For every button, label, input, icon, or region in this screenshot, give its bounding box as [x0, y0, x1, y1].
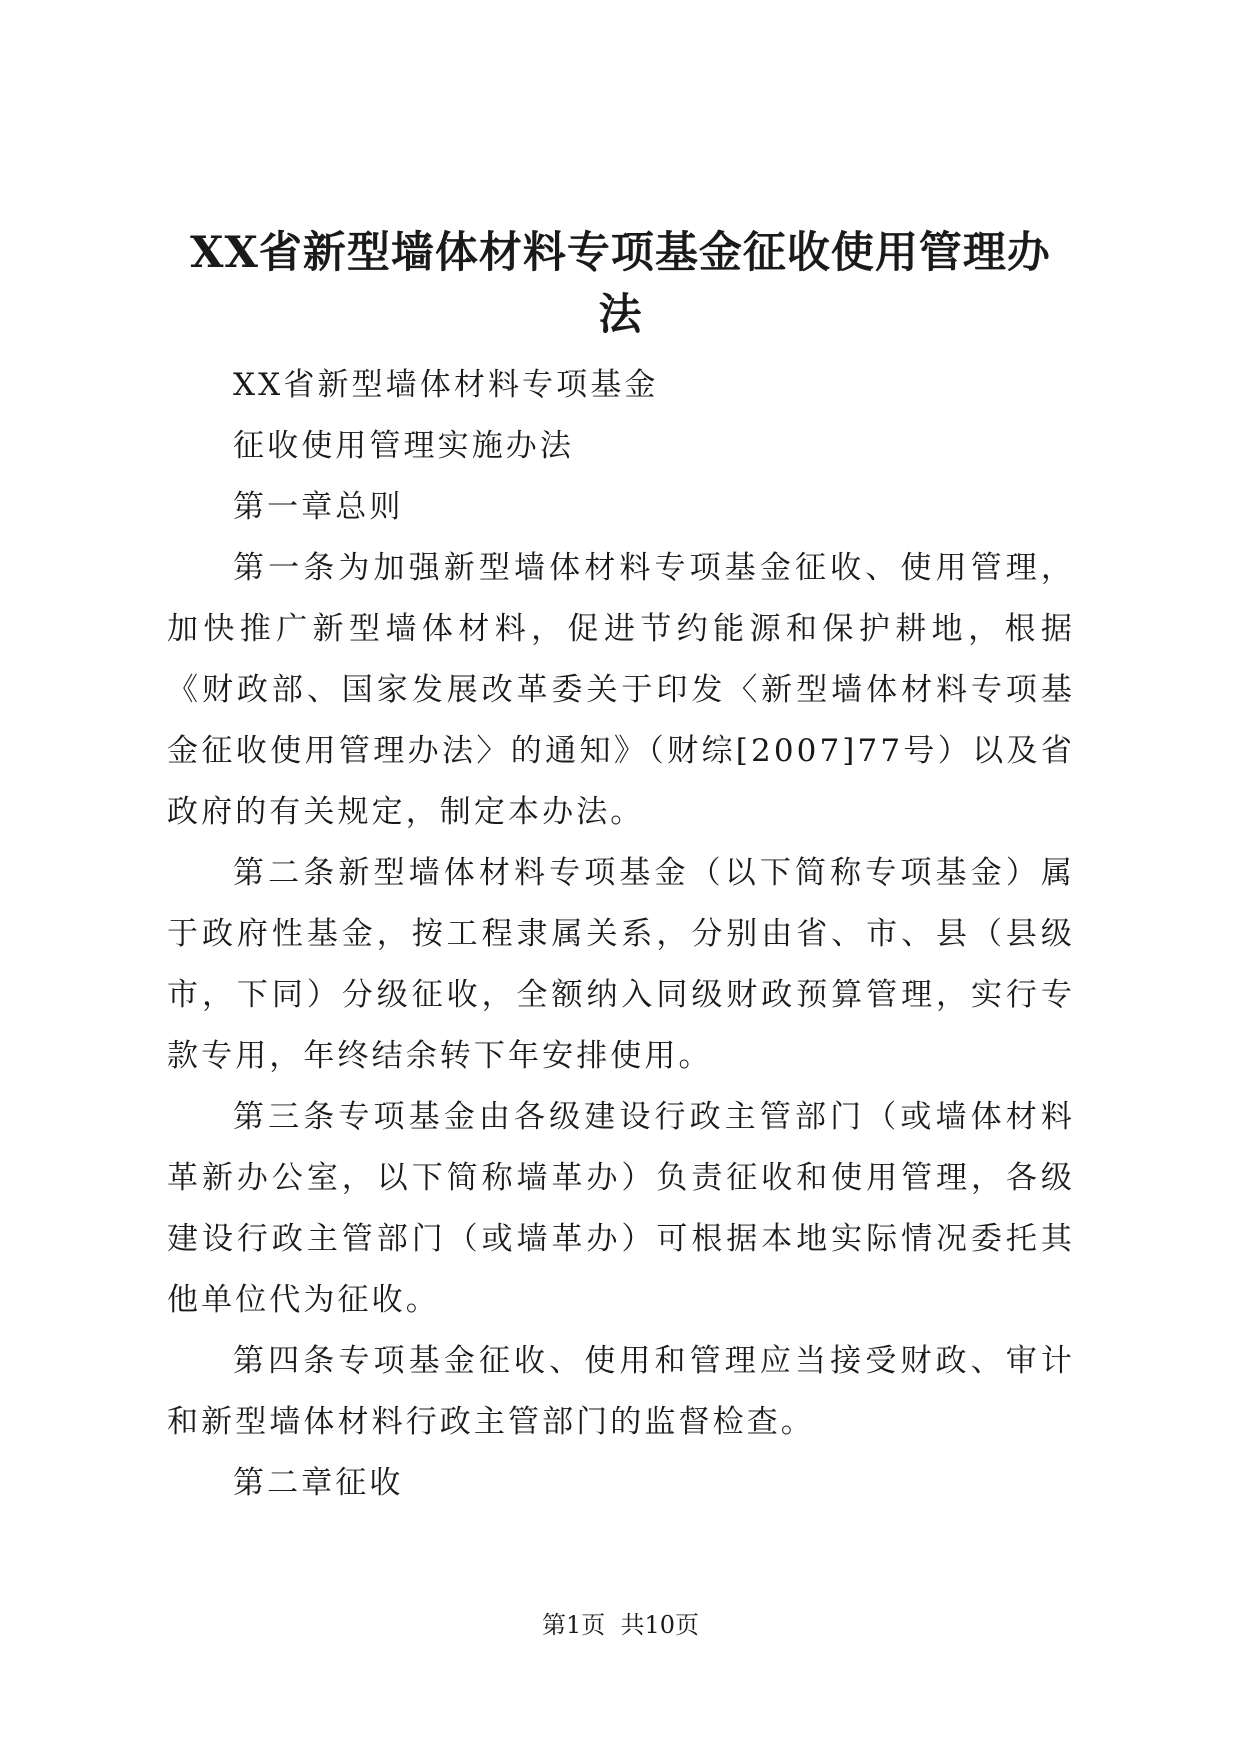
footer-prefix: 第	[541, 1611, 566, 1639]
article-2: 第二条新型墙体材料专项基金（以下简称专项基金）属于政府性基金，按工程隶属关系，分别由省、市、县（县级市，下同）分级征收，全额纳入同级财政预算管理，实行专款专用，年终结余转下年安排使用。	[167, 855, 1075, 1074]
article-1: 第一条为加强新型墙体材料专项基金征收、使用管理，加快推广新型墙体材料，促进节约能源和保护耕地，根据《财政部、国家发展改革委关于印发〈新型墙体材料专项基金征收使用管理办法〉的通知》（财综[2007]77号）以及省政府的有关规定，制定本办法。	[167, 550, 1075, 830]
chapter-heading-1: 第一章总则	[233, 489, 404, 525]
page-number: 1	[565, 1611, 582, 1639]
title-line-2: 法	[598, 290, 643, 340]
article-4: 第四条专项基金征收、使用和管理应当接受财政、审计和新型墙体材料行政主管部门的监督检查。	[167, 1343, 1075, 1440]
chapter-heading-2: 第二章征收	[233, 1465, 404, 1501]
subtitle-line-1: XX省新型墙体材料专项基金	[233, 367, 659, 403]
footer-mid: 页 共	[581, 1611, 645, 1639]
title-line-1: XX省新型墙体材料专项基金征收使用管理办	[190, 228, 1051, 278]
subtitle-line-2: 征收使用管理实施办法	[233, 428, 574, 464]
document-body	[167, 355, 1075, 1514]
page-footer	[0, 1610, 1241, 1640]
page-total: 10	[644, 1611, 676, 1639]
document-title	[160, 222, 1081, 346]
footer-suffix: 页	[675, 1611, 700, 1639]
article-3: 第三条专项基金由各级建设行政主管部门（或墙体材料革新办公室，以下简称墙革办）负责征收和使用管理，各级建设行政主管部门（或墙革办）可根据本地实际情况委托其他单位代为征收。	[167, 1099, 1075, 1318]
